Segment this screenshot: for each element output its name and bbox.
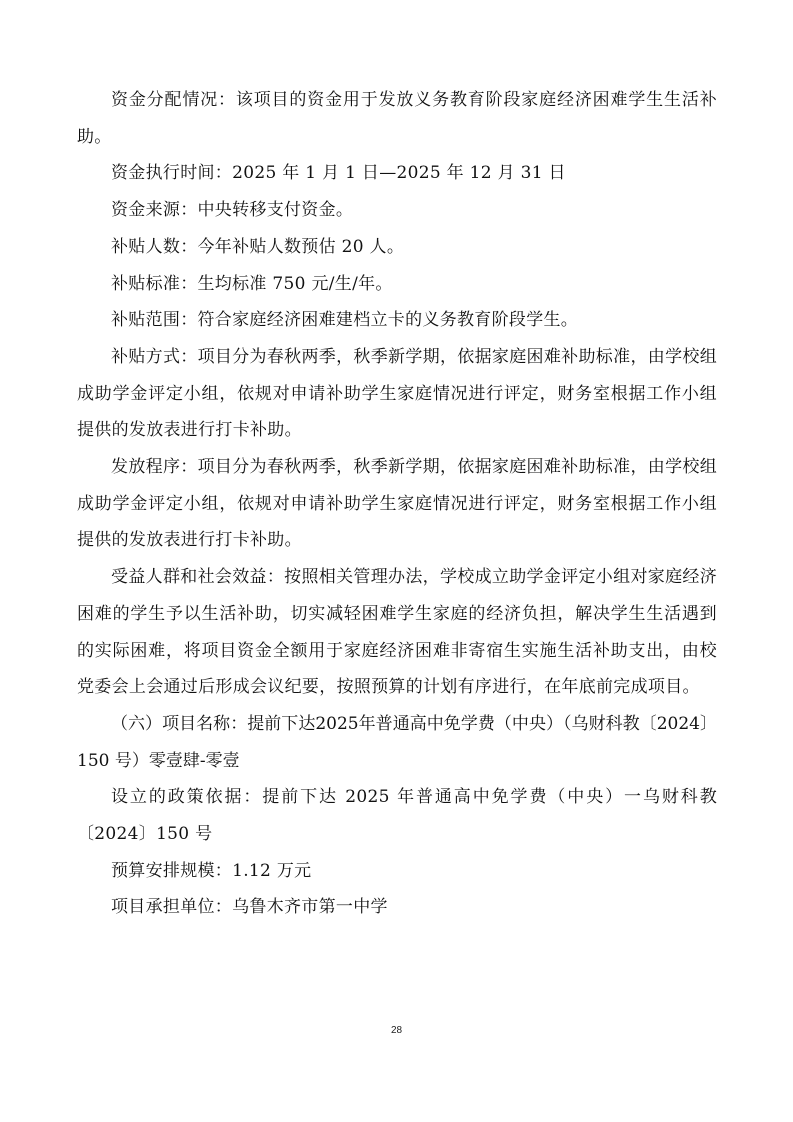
paragraph-project-name: （六）项目名称：提前下达2025年普通高中免学费（中央）（乌财科教〔2024〕150 号）零壹肆-零壹 <box>77 713 717 771</box>
paragraph-budget-scale: 预算安排规模：1.12 万元 <box>111 860 312 881</box>
paragraph-distribution-procedure: 发放程序：项目分为春秋两季，秋季新学期，依据家庭困难补助标准，由学校组成助学金评定小组，依规对申请补助学生家庭情况进行评定，财务室根据工作小组提供的发放表进行打卡补助。 <box>77 457 717 551</box>
paragraph-beneficiaries: 受益人群和社会效益：按照相关管理办法，学校成立助学金评定小组对家庭经济困难的学生予以生活补助，切实减轻困难学生家庭的经济负担，解决学生生活遇到的实际困难，将项目资金全额用于家庭经济困难非寄宿生实施生活补助支出，由校党委会上会通过后形成会议纪要，按照预算的计划有序进行，在年底前完成项目。 <box>77 567 717 698</box>
paragraph-subsidy-method: 补贴方式：项目分为春秋两季，秋季新学期，依据家庭困难补助标准，由学校组成助学金评定小组，依规对申请补助学生家庭情况进行评定，财务室根据工作小组提供的发放表进行打卡补助。 <box>77 346 717 441</box>
page-number: 28 <box>390 1025 403 1036</box>
paragraph-fund-allocation: 资金分配情况：该项目的资金用于发放义务教育阶段家庭经济困难学生生活补助。 <box>77 90 717 147</box>
paragraph-responsible-unit: 项目承担单位：乌鲁木齐市第一中学 <box>111 897 388 918</box>
document-body <box>77 82 717 926</box>
paragraph-subsidy-standard: 补贴标准：生均标准 750 元/生/年。 <box>111 273 393 294</box>
paragraph-execution-time: 资金执行时间：2025 年 1 月 1 日—2025 年 12 月 31 日 <box>111 163 566 184</box>
paragraph-policy-basis: 设立的政策依据：提前下达 2025 年普通高中免学费（中央）一乌财科教〔2024〕150 号 <box>77 787 717 845</box>
paragraph-subsidy-scope: 补贴范围：符合家庭经济困难建档立卡的义务教育阶段学生。 <box>111 310 579 331</box>
paragraph-subsidy-count: 补贴人数：今年补贴人数预估 20 人。 <box>111 236 405 257</box>
paragraph-fund-source: 资金来源：中央转移支付资金。 <box>111 200 354 221</box>
